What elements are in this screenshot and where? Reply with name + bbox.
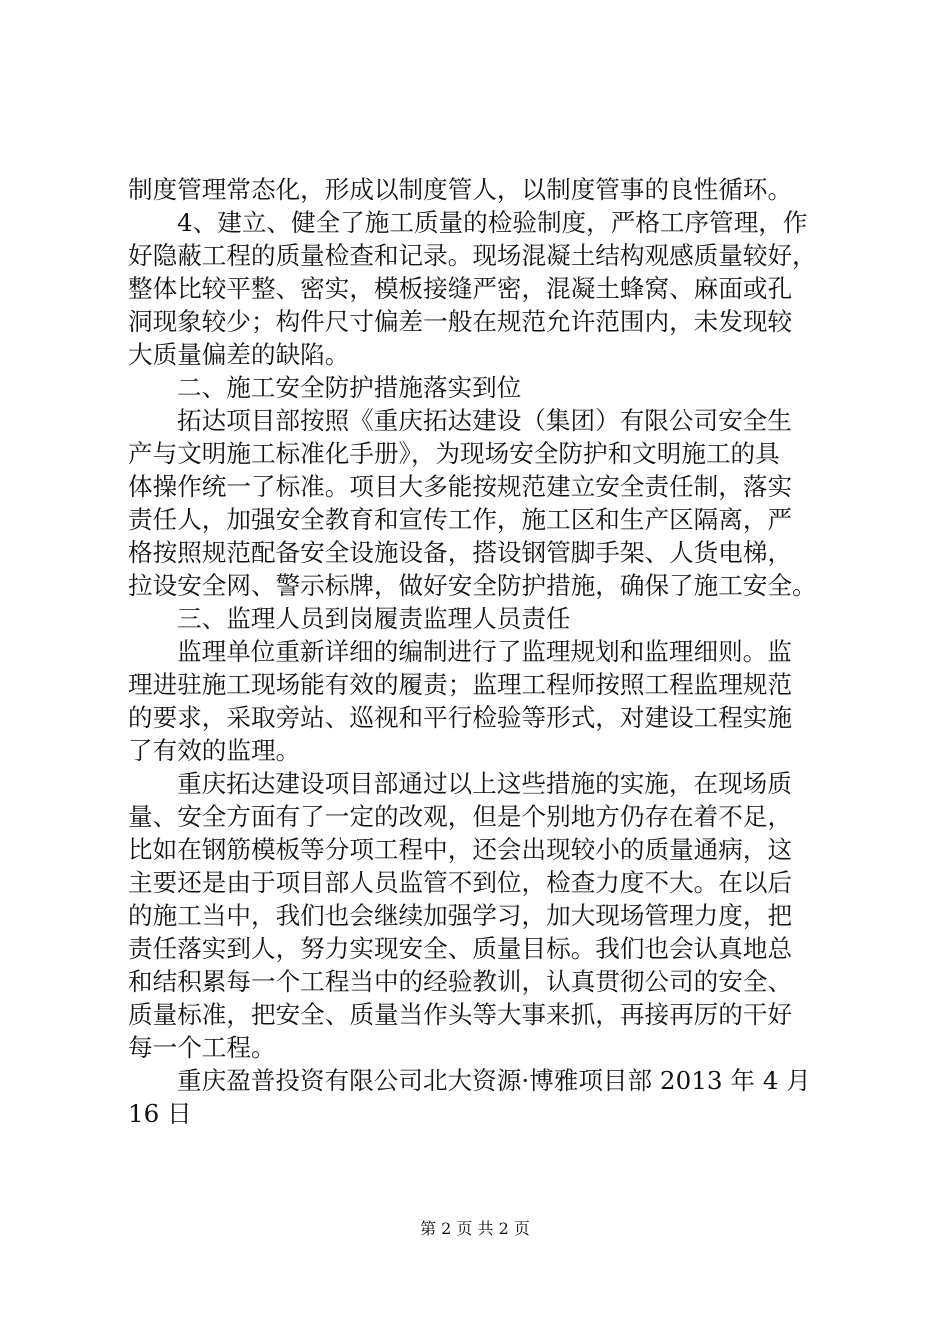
- paragraph-line: 了有效的监理。: [128, 736, 301, 765]
- page-number-footer: 第 2 页 共 2 页: [420, 1219, 530, 1238]
- paragraph-line: 好隐蔽工程的质量检查和记录。现场混凝土结构观感质量较好，: [128, 241, 817, 270]
- paragraph-line: 体操作统一了标准。项目大多能按规范建立安全责任制，落实: [128, 472, 793, 501]
- paragraph-line: 制度管理常态化，形成以制度管人，以制度管事的良性循环。: [128, 175, 793, 204]
- paragraph-line: 主要还是由于项目部人员监管不到位，检查力度不大。在以后: [128, 868, 793, 897]
- section-heading: 二、施工安全防护措施落实到位: [177, 373, 522, 402]
- paragraph-line: 拉设安全网、警示标牌，做好安全防护措施，确保了施工安全。: [128, 571, 817, 600]
- paragraph-line: 责任落实到人，努力实现安全、质量目标。我们也会认真地总: [128, 934, 793, 963]
- paragraph-line: 的要求，采取旁站、巡视和平行检验等形式，对建设工程实施: [128, 703, 793, 732]
- paragraph-line: 量、安全方面有了一定的改观，但是个别地方仍存在着不足，: [128, 802, 793, 831]
- signature-line: 重庆盈普投资有限公司北大资源·博雅项目部 2013 年 4 月: [177, 1066, 811, 1095]
- paragraph-line: 和结积累每一个工程当中的经验教训，认真贯彻公司的安全、: [128, 967, 793, 996]
- paragraph-line: 责任人，加强安全教育和宣传工作，施工区和生产区隔离，严: [128, 505, 793, 534]
- paragraph-line: 质量标准，把安全、质量当作头等大事来抓，再接再厉的干好: [128, 1000, 793, 1029]
- section-heading: 三、监理人员到岗履责监理人员责任: [177, 604, 571, 633]
- paragraph-line: 拓达项目部按照《重庆拓达建设（集团）有限公司安全生: [177, 406, 792, 435]
- paragraph-line: 产与文明施工标准化手册》，为现场安全防护和文明施工的具: [128, 439, 780, 468]
- paragraph-line: 的施工当中，我们也会继续加强学习，加大现场管理力度，把: [128, 901, 793, 930]
- paragraph-line: 整体比较平整、密实，模板接缝严密，混凝土蜂窝、麻面或孔: [128, 274, 793, 303]
- date-line: 16 日: [128, 1099, 192, 1128]
- paragraph-line: 重庆拓达建设项目部通过以上这些措施的实施，在现场质: [177, 769, 792, 798]
- paragraph-line: 比如在钢筋模板等分项工程中，还会出现较小的质量通病，这: [128, 835, 793, 864]
- paragraph-line: 大质量偏差的缺陷。: [128, 340, 350, 369]
- paragraph-line: 格按照规范配备安全设施设备，搭设钢管脚手架、人货电梯，: [128, 538, 793, 567]
- paragraph-line: 4、建立、健全了施工质量的检验制度，严格工序管理，作: [177, 208, 808, 237]
- paragraph-line: 每一个工程。: [128, 1033, 276, 1062]
- paragraph-line: 理进驻施工现场能有效的履责；监理工程师按照工程监理规范: [128, 670, 793, 699]
- paragraph-line: 监理单位重新详细的编制进行了监理规划和监理细则。监: [177, 637, 792, 666]
- paragraph-line: 洞现象较少；构件尺寸偏差一般在规范允许范围内，未发现较: [128, 307, 793, 336]
